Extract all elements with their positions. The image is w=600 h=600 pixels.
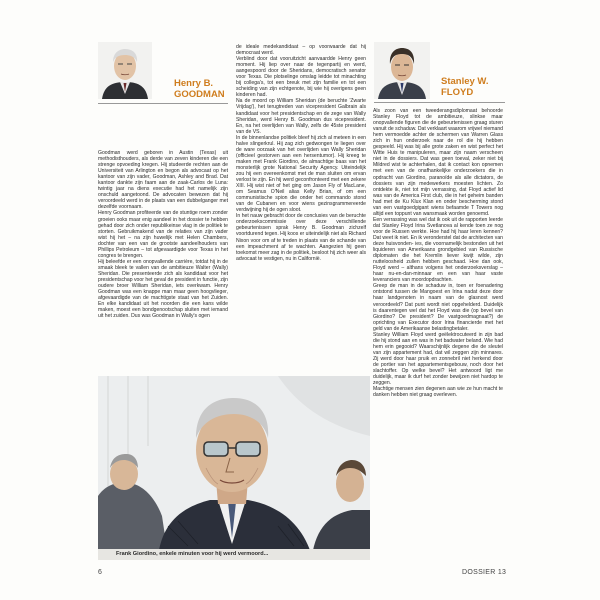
goodman-first-name: Henry B. [174, 78, 214, 89]
paragraph: Greep de man in de schaduw in, toen er foenadering ontstond tussen de Mangoest en Irina nadat deze door haar landgenoten in naam van de glasnost werd veroordeeld? Dat punt wordt niet opgehelderd. Duidelijk is daarentegen wel dat het Floyd was die (op bevel van Giordino? De president? De vastgoedmagnaat?) de oprichting van Executor door Irina financierde met het geld van de Amerikaanse belastingbetaler. [373, 283, 503, 332]
paragraph: In het nauw gebracht door de conclusies van de beruchte onderzoekscommissie over deze verschillende gebeurtenissen sprak Henry B. Goodman zichzelf voortdurend tegen. Hij koos er uiteindelijk niet als Richard Nixon voor om af te treden in plaats van de schande van een impeachment af te wachten. Aangezien hij geen toekomst meer zag in de politiek, besloot hij zich weer als advocaat te vestigen, nu in Californië. [236, 213, 366, 262]
goodman-portrait [98, 42, 152, 99]
floyd-divider [374, 102, 505, 103]
paragraph: Na de moord op William Sheridan (de beruchte 'Zwarte Vrijdag'), het terugtreden van vicepresident Galbrain als kandidaat voor het presidentschap en de zege van Wally Sheridan, werd Henry B. Goodman dus vicepresident. En, na het overlijden van Wally, zelfs de 45ste president van de VS. [236, 98, 366, 135]
column-goodman-bio-continued [236, 44, 366, 374]
paragraph: Als zoon van een tweederangsdiplomaat behoorde Stanley Floyd tot de ambitieuze, slinkse maar onopvallende figuren die de gebeurtenissen graag sturen vanuit de schaduw. Dat verklaart waarom vrijwel niemand hem vermoedde achter de schermen van Warren Glass zich in hun onderzoek naar de rol die hij hebben gespeeld. Hij was bij alle grote zaken en wist perfect het Witte Huis te manipuleren, maar zijn naam verscheen niet in de dossiers. Dat was geen toeval, zeker niet bij Mildred wist te achterhalen, dat ik contact kon opnemen met een van de onafhankelijke onderzoekers die in opdracht van Giordino, paranoïde als alle dictators, de dossiers van zijn medewerkers moesten lichten. Zo ontdekte ik, niet tot mijn verrassing, dat Floyd actief lid was van de America First club, die in het geheim banden had met de Ku Klux Klan en onder bescherming stond van een vastgoedgigant wiens befaamde T Towers nog altijd een toppunt van wansmaak worden genoemd. [373, 108, 503, 217]
illustration-caption: Frank Giordino, enkele minuten voor hij werd vermoord... [98, 549, 370, 560]
paragraph: In de binnenlandse politiek bleef hij zich al meteen in een halve slingerkrul. Hij zag zich gedwongen te liegen over de ware oorzaak van het overlijden van Wally Sheridan (officieel gestorven aan een hersentumor). Hij kreeg te maken met Frank Giordino, de almachtige baas van het monsterlijk grote National Security Agency. Uiteindelijk zou hij een overeenkomst met de man sluiten om ervan verlost te zijn. En hij werd geconfronteerd met een zekere XIII. Hij wist niet of het ging om Jason Fly of MacLane, om Seamus O'Neil alias Kelly Brian, of om een communistische spion die onder het commando stond van de Cubanen en voor wiens gezinsgrammereerde verdwijning hij de ogen sloot. [236, 134, 366, 214]
paragraph: Hij beleefde er een onopvallende carrière, totdat hij in de smaak bleek te vallen van de ambitieuze Walter (Wally) Sheridan. Die presenteerde zich als kandidaat voor het presidentschap voor het geval de president in functie, zijn oudere broer William Sheridan, iets overkwam. Henry Goodman was een knappe man maar geen hoogvlieger, afgevaardigde van de machtigste staat van het Zuiden. En elke kandidaat uit het noorden die een kans wilde maken, moest een bondgenootschap sluiten met iemand uit het zuiden. Dus was Goodman in Wally's ogen [98, 258, 228, 320]
giordino-illustration-drawing [98, 376, 370, 556]
paragraph: Machtige mensen zien degenen aan wie ze hun macht te danken hebben niet graag overleven. [373, 386, 503, 399]
goodman-portrait-drawing [98, 42, 152, 99]
floyd-last-name: FLOYD [441, 86, 474, 98]
giordino-illustration [98, 376, 370, 556]
goodman-last-name: GOODMAN [174, 88, 225, 100]
floyd-name-heading [441, 77, 505, 98]
floyd-first-name: Stanley W. [441, 76, 489, 87]
paragraph: Henry Goodman profiteerde van de stuntige roem zonder groeien ooks maar enig aandeel in het dossier te hebben gehad door zich onder republikeinse vlag in de politiek te storten. Gebruikmakend van de relaties van zijn vader wist hij het – na zijn huwelijk met Helen Chambers, dochter van een van de grootste aandeelhouders van Phillips Petroleum – tot afgevaardigde voor Texas in het congres te brengen. [98, 210, 228, 259]
paragraph: Goodman werd geboren in Austin (Texas) uit methodisthouders, als derde van zeven kinderen die een strenge opvoeding kregen. Hij studeerde rechten aan de Universiteit van Arlington en begon als advocaat op het kantoor van zijn vader, Goodman, Ashley and Brad. Dat kantoor dankte zijn faam aan de zaak-Carlos de Luna: twintig jaar na diens executie had het namelijk zijn onschuld aangetoond. De advocaten bewezen dat hij veroordeeld werd in de plaats van een dubbelganger met dezelfde voornaam. [98, 150, 228, 211]
page-number: 6 [98, 569, 102, 576]
goodman-name-heading [174, 79, 234, 100]
floyd-portrait-drawing [374, 42, 430, 99]
column-goodman-bio [98, 150, 228, 375]
paragraph: Verblind door dat vooruitzicht aanvaardde Henry geen moment. Hij liep over naar de tegenpartij en werd, aangespoord door de Sheridans, democratisch senator voor Texas. Die plotselinge omslag leidde tot minachting bij collega's, tot een breuk met zijn familie en tot een scheiding van zijn echtgenote, bij wie hij overigens geen kinderen had. [236, 56, 366, 99]
paragraph: de ideale medekandidaat – op voorwaarde dat hij democraat werd. [236, 44, 366, 57]
goodman-divider [98, 103, 228, 104]
floyd-portrait [374, 42, 430, 99]
paragraph: Een verrassing was wel dat ik ook uit de rapporten leerde dat Stanley Floyd Irina Svetlanova al kende toen ze nog voor de Russen werkte. Hoe had hij haar leren kennen? Dat weet ik niet. En ik veronderstel dat de architecten van deze huisvonden- ies, die voornamelijk bestonden uit het liquideren van Amerikaans grondgebied van Russische diplomaten die het Kremlin liever kwijt wilde, zijn nutteloosheid zullen hebben geschaad. Hoe dan ook, Floyd werd – althans volgens het onderzoeksverslag – haar nu-en-dan-minnaar en een van haar vaste leveranciers van moordopdrachten. [373, 216, 503, 284]
dossier-label: DOSSIER 13 [462, 569, 507, 576]
column-floyd-bio [373, 108, 503, 538]
paragraph: Stanley William Floyd werd geëlektrocuteerd in zijn bad die hij stond aan en was in het badwater beland. Wie had hem erin gegooid? Waarschijnlijk degene die de sleutel van zijn appartement had, dat wil zeggen zijn minnares. Zij werd door haar pruik en zonnebril niet herkend door de portier van het appartementsgebouw, noch door het slachtoffer. Op welke bevel? Het antwoord ligt me duidelijk, maar ik durf het zonder bewijzen niet hardop te zeggen. [373, 331, 503, 387]
